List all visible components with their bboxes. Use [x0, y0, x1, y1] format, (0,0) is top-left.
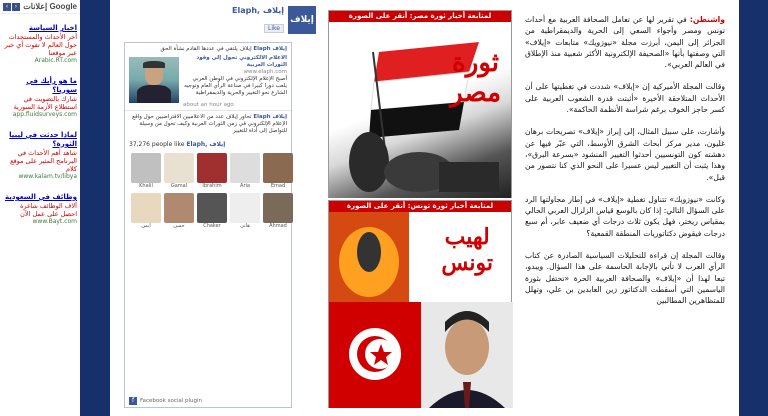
avatar[interactable] — [263, 153, 293, 183]
fb-post — [125, 43, 291, 100]
fb-fan-faces — [125, 151, 291, 231]
fan-face[interactable] — [131, 193, 161, 229]
revolution-panels-column — [320, 0, 519, 416]
fan-name[interactable]: Ahmad — [269, 223, 287, 229]
facebook-column — [110, 0, 320, 416]
ads-nav — [3, 3, 20, 11]
ad-url[interactable]: Arabic.RT.com — [34, 57, 77, 64]
fan-face[interactable] — [197, 193, 227, 229]
tunisia-revolution-panel[interactable] — [328, 200, 512, 408]
fan-name[interactable]: Khalil — [139, 183, 153, 189]
avatar[interactable] — [197, 193, 227, 223]
ad-title[interactable]: ما هو رأيك في سوريا؟ — [26, 77, 77, 94]
fb-like-box — [124, 42, 292, 408]
fan-face[interactable] — [263, 193, 293, 229]
fb-post-body: أصبح الإعلام الإلكتروني في الوطن العربي يلعب دورا كبيرا في صناعة الرأي العام وتوجيه الشارع نحو التغيير والحرية والديمقراطية — [184, 76, 287, 96]
fan-face[interactable] — [230, 153, 260, 189]
ad-description: آخر الأحداث والمستجدات حول العالم لا تفوت أي خبر عبر موقعنا — [4, 33, 77, 57]
fan-name[interactable]: Chaker — [203, 223, 221, 229]
avatar[interactable] — [197, 153, 227, 183]
fan-name[interactable]: حسن — [173, 223, 185, 229]
tunisia-title — [441, 224, 493, 276]
ad-item[interactable] — [0, 191, 80, 228]
fb-post-thumbnail[interactable] — [129, 57, 179, 103]
avatar[interactable] — [164, 193, 194, 223]
fan-face[interactable] — [131, 153, 161, 189]
ad-url[interactable]: www.Bayt.com — [32, 218, 77, 225]
ad-item[interactable] — [0, 22, 80, 67]
fan-name[interactable]: هاني — [240, 223, 250, 229]
avatar[interactable] — [131, 193, 161, 223]
article-body — [519, 0, 739, 416]
fb-post-time[interactable]: about an hour ago — [125, 100, 291, 111]
fan-name[interactable]: ايمن — [141, 223, 151, 229]
fan-face[interactable] — [164, 193, 194, 229]
fb-page-name[interactable]: Elaph, إيلاف — [232, 6, 284, 15]
fb-header — [110, 0, 320, 40]
google-ads-bar — [0, 0, 80, 14]
google-ads-column — [0, 0, 80, 416]
ad-item[interactable] — [0, 129, 80, 183]
dateline: واشنطن: — [689, 15, 725, 24]
article-text — [519, 0, 739, 307]
avatar[interactable] — [164, 153, 194, 183]
article-paragraph — [525, 14, 725, 70]
article-paragraph: وقالت المجلة الأميركية إن «إيلاف» شددت في تغطيتها على أن الأحداث المتلاحقة الأخيرة «أثبتت قدرة الشعوب العربية على كسر حاجز الخوف برغم شراسة الأنظمة الحاكمة». — [525, 82, 725, 115]
google-ads-label[interactable]: إعلانات Google — [23, 2, 77, 11]
fb-post-domain: www.elaph.com — [243, 69, 287, 75]
fan-name[interactable]: Gamal — [170, 183, 188, 189]
ad-title[interactable]: وظائف في السعودية — [4, 193, 77, 201]
avatar[interactable] — [230, 193, 260, 223]
fan-face[interactable] — [164, 153, 194, 189]
fb-post-text: تحاور إيلاف عدد من الاعلاميين الافتراضيين حول واقع الإعلام الإلكتروني في زمن الثورات العربية وكيف تحول من وسيلة للتواصل إلى أداة للتغيير — [132, 114, 287, 134]
fan-face[interactable] — [263, 153, 293, 189]
likes-text: people like — [151, 141, 185, 148]
article-paragraph: وأشارت، على سبيل المثال، إلى إبراز «إيلاف» تصريحات برهان غليون، مدير مركز أبحاث الشرق الأوسط، التي عبّر فيها عن دهشته كون التونسيين أحدثوا التغيير المنشود «بسرعة البرق»، وهذا يثبت أن التغيير ليس عسيرا على النحو الذي كنا نتصور من قبل». — [525, 127, 725, 182]
fb-post — [125, 111, 291, 138]
egypt-revolution-panel[interactable] — [328, 10, 512, 198]
egypt-title-line1: ثورة — [452, 48, 500, 78]
elaph-logo[interactable]: إيلاف — [288, 6, 316, 34]
next-arrow-icon[interactable]: › — [12, 3, 20, 11]
fan-name[interactable]: Aria — [240, 183, 250, 189]
fan-face[interactable] — [230, 193, 260, 229]
tunisia-title-line1: لهيب — [444, 224, 490, 250]
fb-post-text: إيلاف يلتقي في عددها القادم نشأة الحق — [160, 46, 252, 52]
fan-name[interactable]: Ibrahim — [202, 183, 222, 189]
article-paragraph: وكانت «نيوزويك» تتناول تغطية «إيلاف» في إطار محاولتها الرد على السؤال التالي: إذا كان بالوسع قياس الزلزال العربي الحالي بمقياس ريختر، فهل يكون ثلاث درجات أي ضعيف عابر، أم سبع درجات فيقوض دكتاتوريات المنطقة القمعية؟ — [525, 194, 725, 238]
fb-social-plugin-footer[interactable] — [129, 397, 202, 405]
ad-url[interactable]: app.fluidsurveys.com — [12, 111, 77, 118]
tunisia-panel-header[interactable]: لمتابعة أخبار ثورة تونس: أنقر على الصورة — [329, 201, 511, 212]
fb-like-count — [125, 138, 291, 151]
avatar[interactable] — [131, 153, 161, 183]
likes-number: 37,276 — [129, 141, 150, 148]
fb-post-source[interactable]: إيلاف Elaph — [253, 46, 287, 52]
ad-title[interactable]: لماذا حدثت في ليبيا الثورة؟ — [9, 131, 77, 148]
fb-like-button[interactable]: Like — [264, 24, 284, 33]
tunisia-title-line2: تونس — [441, 250, 493, 276]
egypt-revolution-image[interactable] — [329, 22, 511, 198]
egypt-panel-header[interactable]: لمتابعة أخبار ثورة مصر: أنقر على الصورة — [329, 11, 511, 22]
likes-page-name[interactable]: Elaph, إيلاف — [186, 141, 226, 148]
fan-name[interactable]: Emad — [270, 183, 286, 189]
paragraph-text: في تقرير لها عن تعامل الصحافة العربية مع أحداث تونس ومصر وأجواء السعي إلى الحرية والديمقراطية من الجزائر إلى اليمن، أبرزت مجلة «نيوزويك» متابعات «إيلاف» التي وصفتها بأنها «الصحيفة الإلكترونية الأكثر شعبية منذ الإطلاق في العالم العربي». — [525, 15, 725, 70]
egypt-title — [450, 48, 501, 108]
ad-description: شارك بالتصويت في استطلاع الأزمة السورية — [13, 95, 77, 111]
facebook-icon: f — [129, 397, 137, 405]
tunisia-revolution-image[interactable] — [329, 212, 511, 408]
fan-face[interactable] — [197, 153, 227, 189]
avatar[interactable] — [230, 153, 260, 183]
ad-url[interactable]: www.kalam.tv/libya — [18, 173, 77, 180]
avatar[interactable] — [263, 193, 293, 223]
article-paragraph: وقالت المجلة إن قراءة للتحليلات السياسية الصادرة عن كتاب الرأي العرب لا تأتي بالإجابة الحاسمة على هذا السؤال. ويبدو، تبعا لهذا أن «إيلاف» والصحافة العربية الحرة «تحتفل بثورة الياسمين التي أسقطت الدكتاتور زين العابدين بن علي، وتهلل للمتظاهرين المطالبين — [525, 251, 725, 306]
fb-footer-text: Facebook social plugin — [140, 398, 203, 404]
prev-arrow-icon[interactable]: ‹ — [3, 3, 11, 11]
egypt-title-line2: مصر — [450, 78, 501, 108]
ad-description: آلاف الوظائف شاغرة احصل على عمل الآن — [19, 202, 77, 218]
ad-description: شاهد أهم الأحداث في البرنامج المثير على موقع كلام — [10, 149, 77, 173]
ad-title[interactable]: اخبار السياسة — [28, 24, 77, 32]
fb-post-source[interactable]: إيلاف Elaph — [253, 114, 287, 120]
fb-post-link[interactable]: الاعلام الالكتروني تحول إلى وقود الثورات العربية — [196, 55, 287, 68]
ad-item[interactable] — [0, 75, 80, 121]
